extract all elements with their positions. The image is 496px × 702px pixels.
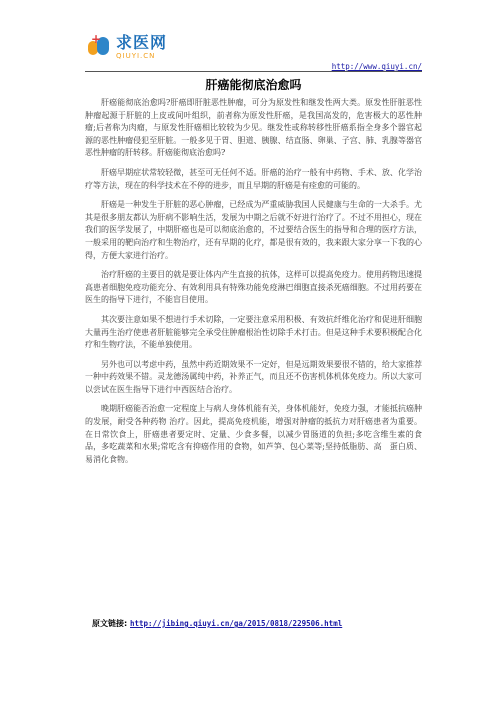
logo-name: 求医网 xyxy=(116,32,168,52)
source-line xyxy=(92,618,342,629)
paragraph: 其次要注意如果不想进行手术切除，一定要注意采用积极、有效抗纤维化治疗和促进肝细胞大量再生治疗使患者肝脏能够完全承受住肿瘤根治性切除手术打击。但是这种手术要积极配合化疗和生物疗法，不能单独使用。 xyxy=(85,314,422,350)
paragraph: 肝癌是一种发生于肝脏的恶心肿瘤，已经成为严重威胁我国人民健康与生命的一大杀手。尤其是很多朋友都认为肝病不影响生活，发展为中期之后就不好进行治疗了。不过不用担心，现在我们的医学发展了，中期肝癌也是可以彻底治愈的，不过要结合医生的指导和合理的医疗方法，一般采用的靶向治疗和生物治疗，还有早期的化疗，都是很有效的，我来跟大家分享一下我的心得，方便大家进行治疗。 xyxy=(85,200,422,260)
document-body xyxy=(85,97,422,473)
paragraph: 肝癌能彻底治愈吗?肝癌即肝脏恶性肿瘤，可分为原发性和继发性两大类。原发性肝脏恶性肿瘤起源于肝脏的上皮或间叶组织，前者称为原发性肝癌，是我国高发的，危害极大的恶性肿瘤;后者称为肉瘤，与原发性肝癌相比较较为少见。继发性或称转移性肝癌系指全身多个器官起源的恶性肿瘤侵犯至肝脏。一般多见于胃、胆道、胰腺、结直肠、卵巢、子宫、肺、乳腺等器官恶性肿瘤的肝转移。肝癌能彻底治愈吗? xyxy=(85,98,422,158)
header-divider xyxy=(85,71,422,72)
source-link[interactable]: http://jibing.qiuyi.cn/ga/2015/0818/229506.html xyxy=(130,619,343,628)
document-title: 肝癌能彻底治愈吗 xyxy=(205,78,302,92)
paragraph: 治疗肝癌的主要目的就是要让体内产生直接的抗体，这样可以提高免疫力。使用药物迅速提高患者细胞免疫功能充分、有效利用具有特殊功能免疫淋巴细胞直接杀死癌细胞。不过用药要在医生的指导下进行，不能盲目使用。 xyxy=(85,270,422,305)
source-label: 原文链接: xyxy=(92,619,128,628)
paragraph: 晚期肝癌能否治愈一定程度上与病人身体机能有关，身体机能好，免疫力强，才能抵抗癌肿的发展，耐受各种药物 治疗。因此，提高免疫机能，增强对肿瘤的抵抗力对肝癌患者为重要。在日常饮食上，肝癌患者要定时、定量、少食多餐，以减少胃肠道的负担;多吃含维生素的食品，多吃蔬菜和水果;常吃含有抑癌作用的食物，如芦笋、包心菜等;坚持低脂肪、高 蛋白质、易消化食物。 xyxy=(85,404,422,464)
paragraph: 另外也可以考虑中药，虽然中药近期效果不一定好，但是远期效果要很不错的，给大家推荐一种中药效果不错。灵龙德汤属纯中药，补养正气，而且还不伤害机体机体免疫力。所以大家可以尝试在医生指导下进行中西医结合治疗。 xyxy=(85,359,422,394)
page-header xyxy=(85,30,422,71)
logo-emblem-icon: + xyxy=(85,33,113,61)
site-logo[interactable] xyxy=(85,30,185,64)
paragraph: 肝癌早期症状常较轻微，甚至可无任何不适。肝癌的治疗一般有中药物、手术、放、化学治疗等方法，现在的科学技术在不停的进步，而且早期的肝癌是有痊愈的可能的。 xyxy=(85,167,422,190)
site-url-link[interactable]: http://www.qiuyi.cn/ xyxy=(331,62,422,71)
logo-domain: QIUYI.CN xyxy=(116,51,156,60)
